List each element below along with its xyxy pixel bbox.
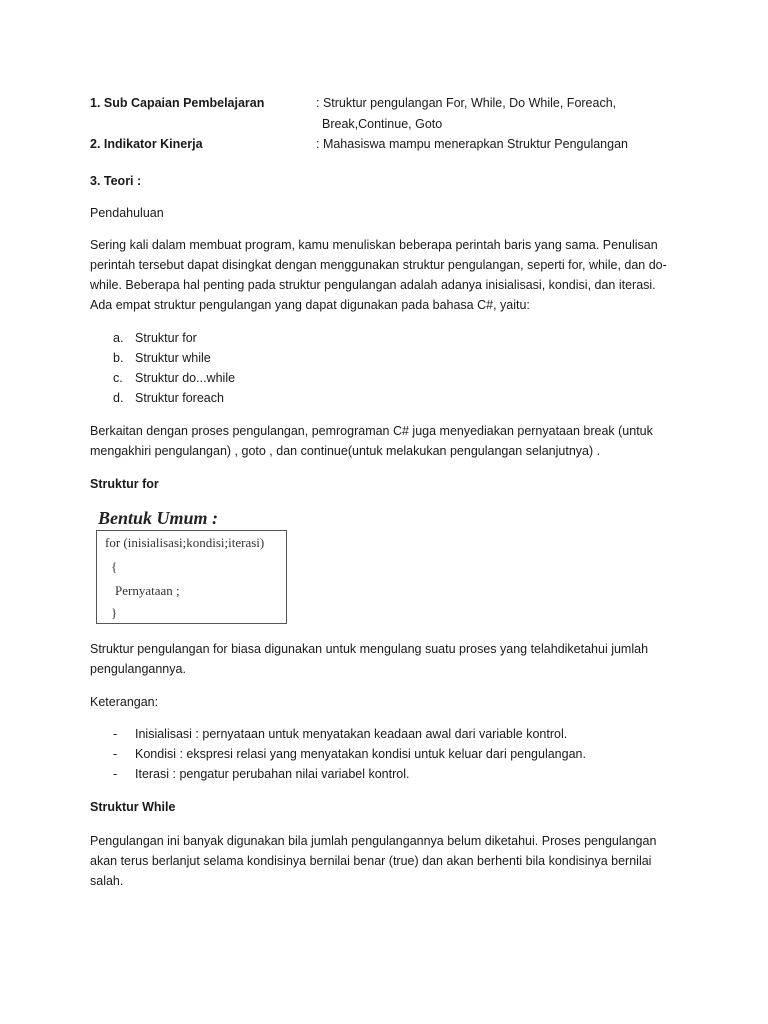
figure-line: for (inisialisasi;kondisi;iterasi) <box>105 535 265 550</box>
list-item: c. Struktur do...while <box>113 371 236 385</box>
indikator-kinerja-value: : Mahasiswa mampu menerapkan Struktur Pengulangan <box>316 137 628 151</box>
for-syntax-figure <box>96 530 287 624</box>
sub-capaian-label: 1. Sub Capaian Pembelajaran <box>90 96 265 110</box>
list-item: - Kondisi : ekspresi relasi yang menyatakan kondisi untuk keluar dari pengulangan. <box>113 747 586 761</box>
list-item: - Iterasi : pengatur perubahan nilai variabel kontrol. <box>113 767 410 781</box>
struktur-for-heading: Struktur for <box>90 477 159 491</box>
figure-line: } <box>111 605 118 620</box>
list-item: d. Struktur foreach <box>113 391 224 405</box>
bentuk-umum-title: Bentuk Umum : <box>98 508 219 528</box>
while-paragraph: Pengulangan ini banyak digunakan bila jumlah pengulangannya belum diketahui. Proses pengulangan akan terus berlanjut selama kondisinya bernilai benar (true) dan akan berhenti bila kondisinya bernilai salah. <box>90 834 657 888</box>
list-item: - Inisialisasi : pernyataan untuk menyatakan keadaan awal dari variable kontrol. <box>113 727 568 741</box>
teori-heading: 3. Teori : <box>90 174 142 188</box>
struktur-while-heading: Struktur While <box>90 800 176 814</box>
list-item: b. Struktur while <box>113 351 211 365</box>
sub-capaian-value-line2: Break,Continue, Goto <box>322 117 443 131</box>
for-paragraph: Struktur pengulangan for biasa digunakan untuk mengulang suatu proses yang telahdiketahui jumlah pengulangannya. <box>90 642 649 676</box>
figure-line: Pernyataan ; <box>115 583 180 598</box>
struktur-list <box>113 328 235 408</box>
keterangan-list <box>113 724 586 784</box>
figure-line: { <box>111 559 118 574</box>
sub-capaian-value-line1: : Struktur pengulangan For, While, Do While, Foreach, <box>316 96 617 110</box>
pendahuluan-heading: Pendahuluan <box>90 206 164 220</box>
pendahuluan-paragraph: Sering kali dalam membuat program, kamu menuliskan beberapa perintah baris yang sama. Penulisan perintah tersebut dapat disingkat dengan menggunakan struktur pengulangan, seperti for, while, dan do-while. Beberapa hal penting pada struktur pengulangan adalah adanya inisialisasi, kondisi, dan iterasi. Ada empat struktur pengulangan yang dapat digunakan pada bahasa C#, yaitu: <box>90 238 667 312</box>
keterangan-heading: Keterangan: <box>90 695 159 709</box>
indikator-kinerja-label: 2. Indikator Kinerja <box>90 137 203 151</box>
berkaitan-paragraph: Berkaitan dengan proses pengulangan, pemrograman C# juga menyediakan pernyataan break (untuk mengakhiri pengulangan) , goto , dan continue(untuk melakukan pengulangan selanjutnya) . <box>90 424 653 458</box>
list-item: a. Struktur for <box>113 331 197 345</box>
